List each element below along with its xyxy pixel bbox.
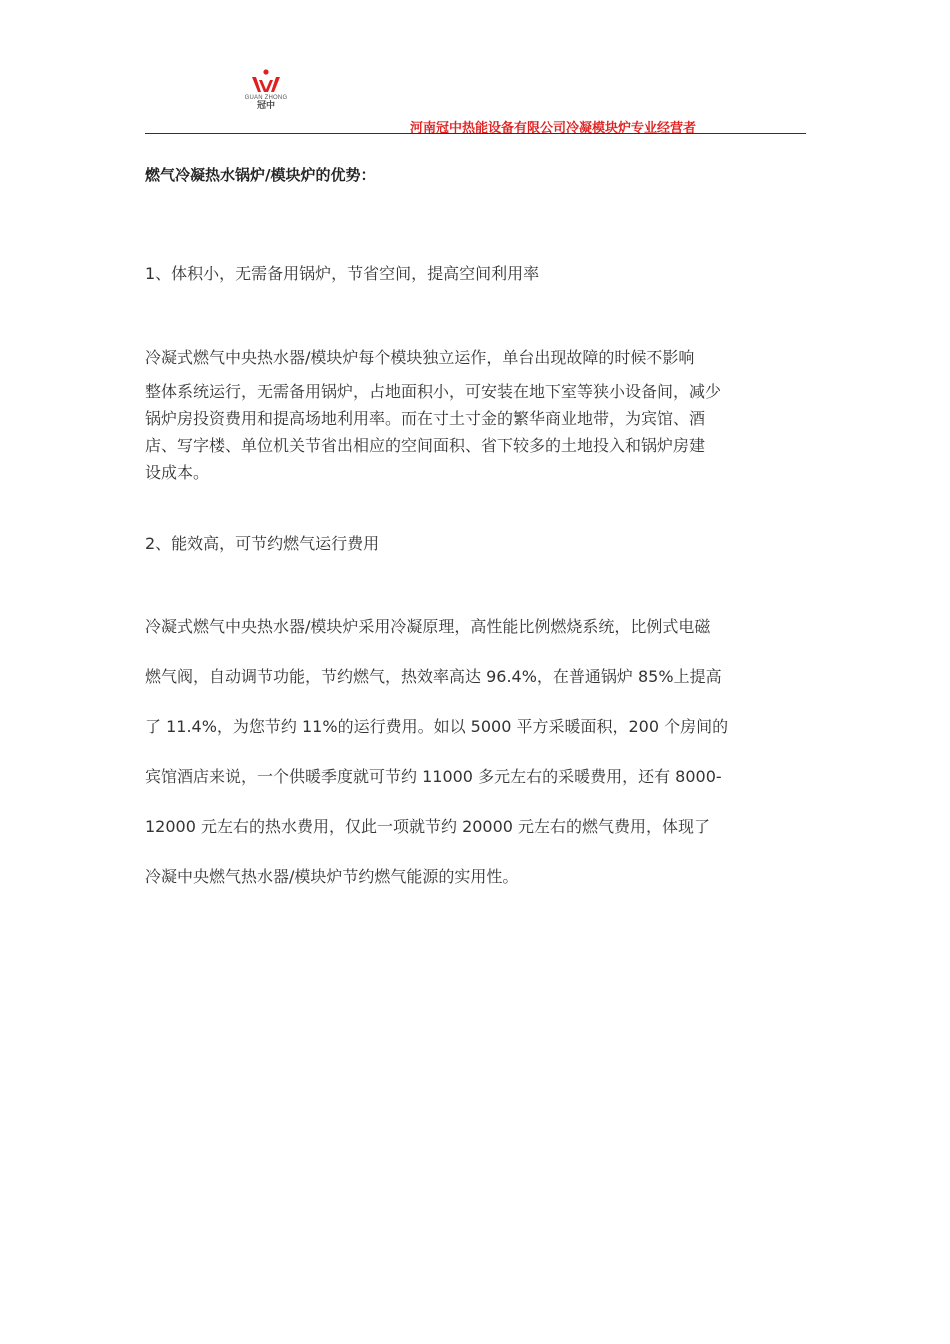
paragraph-line: 锅炉房投资费用和提高场地利用率。而在寸土寸金的繁华商业地带，为宾馆、酒 xyxy=(145,409,706,428)
paragraph-line: 12000 元左右的热水费用，仅此一项就节约 20000 元左右的燃气费用，体现了 xyxy=(145,817,711,836)
header-divider xyxy=(145,133,806,134)
paragraph-line: 冷凝式燃气中央热水器/模块炉每个模块独立运作，单台出现故障的时候不影响 xyxy=(145,348,695,367)
company-title: 河南冠中热能设备有限公司冷凝模块炉专业经营者 xyxy=(410,121,697,136)
paragraph-line: 了 11.4%，为您节约 11%的运行费用。如以 5000 平方采暖面积，200 个房间的 xyxy=(145,717,729,736)
paragraph-2 xyxy=(145,614,810,914)
paragraph-line: 店、写字楼、单位机关节省出相应的空间面积、省下较多的土地投入和锅炉房建 xyxy=(145,436,706,455)
document-heading: 燃气冷凝热水锅炉/模块炉的优势： xyxy=(145,166,376,184)
crown-icon xyxy=(249,68,283,94)
logo-text-en: GUAN ZHONG xyxy=(244,95,288,101)
paragraph-line: 宾馆酒店来说，一个供暖季度就可节约 11000 多元左右的采暖费用，还有 8000- xyxy=(145,767,722,786)
company-logo xyxy=(238,68,294,128)
paragraph-line: 冷凝式燃气中央热水器/模块炉采用冷凝原理，高性能比例燃烧系统，比例式电磁 xyxy=(145,617,711,636)
paragraph-line: 冷凝中央燃气热水器/模块炉节约燃气能源的实用性。 xyxy=(145,867,519,886)
logo-text-cn: 冠中 xyxy=(256,101,275,111)
point-2-title: 2、能效高，可节约燃气运行费用 xyxy=(145,534,380,553)
paragraph-1 xyxy=(145,344,810,486)
point-1-title: 1、体积小，无需备用锅炉，节省空间，提高空间利用率 xyxy=(145,264,540,283)
paragraph-line: 设成本。 xyxy=(145,463,210,482)
paragraph-line: 燃气阀，自动调节功能，节约燃气，热效率高达 96.4%，在普通锅炉 85%上提高 xyxy=(145,667,722,686)
paragraph-line: 整体系统运行，无需备用锅炉，占地面积小，可安装在地下室等狭小设备间，减少 xyxy=(145,382,722,401)
